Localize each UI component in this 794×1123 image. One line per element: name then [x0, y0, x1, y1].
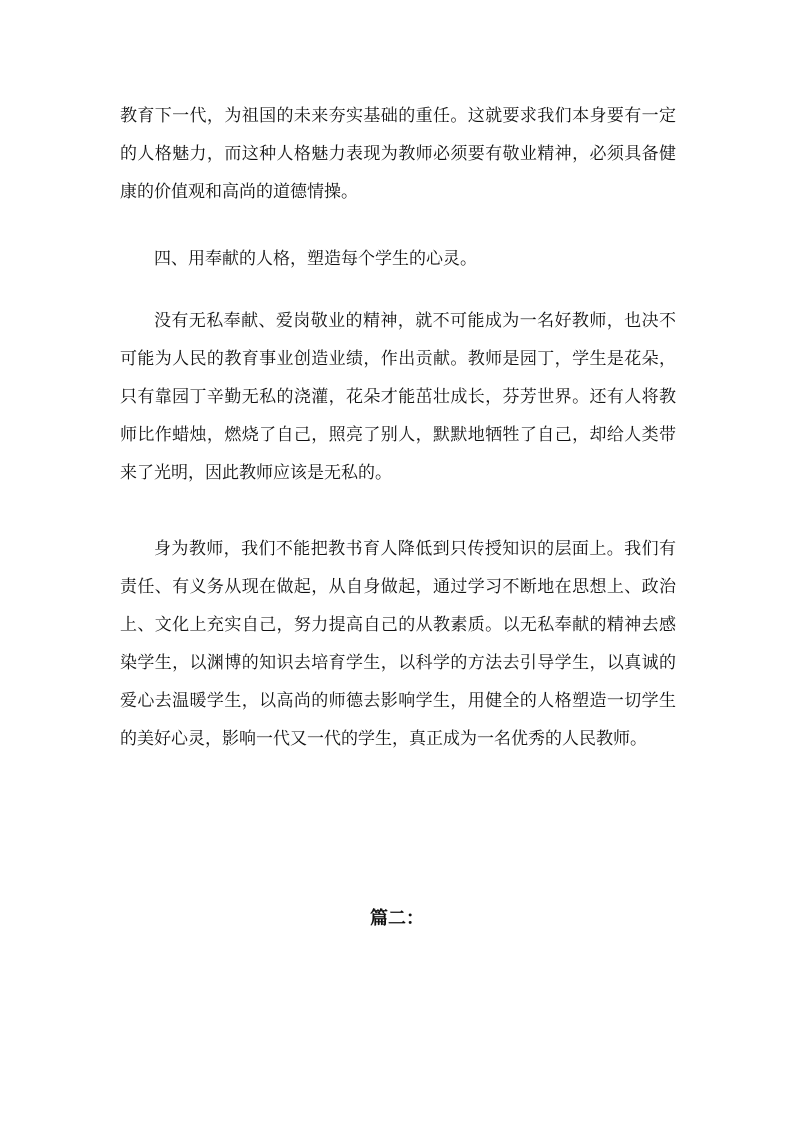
paragraph-dedication: 没有无私奉献、爱岗敬业的精神，就不可能成为一名好教师，也决不可能为人民的教育事业创造业绩，作出贡献。教师是园丁，学生是花朵，只有靠园丁辛勤无私的浇灌，花朵才能茁壮成长，芬芳世界。还有人将教师比作蜡烛，燃烧了自己，照亮了别人，默默地牺牲了自己，却给人类带来了光明，因此教师应该是无私的。	[120, 311, 676, 483]
paragraph-continuation: 教育下一代，为祖国的未来夯实基础的重任。这就要求我们本身要有一定的人格魅力，而这种人格魅力表现为教师必须要有敬业精神，必须具备健康的价值观和高尚的道德情操。	[120, 106, 676, 202]
part-heading: 篇二：	[370, 908, 424, 929]
paragraph-teacher-role: 身为教师，我们不能把教书育人降低到只传授知识的层面上。我们有责任、有义务从现在做起，从自身做起，通过学习不断地在思想上、政治上、文化上充实自己，努力提高自己的从教素质。以无私奉献的精神去感染学生，以渊博的知识去培育学生，以科学的方法去引导学生，以真诚的爱心去温暖学生，以高尚的师德去影响学生，用健全的人格塑造一切学生的美好心灵，影响一代又一代的学生，真正成为一名优秀的人民教师。	[120, 539, 676, 749]
section-heading: 四、用奉献的人格，塑造每个学生的心灵。	[154, 249, 477, 269]
